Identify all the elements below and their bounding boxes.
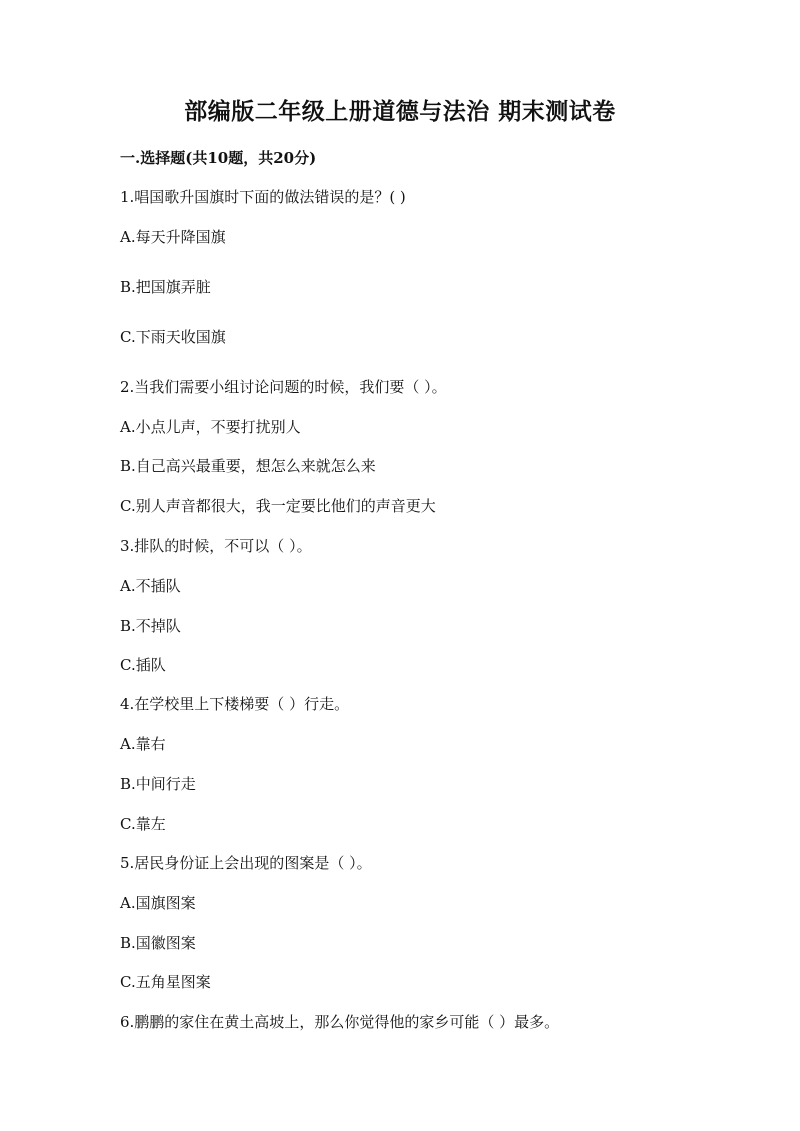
question-3-stem: 3.排队的时候，不可以（ ）。	[120, 537, 312, 555]
question-1-stem: 1.唱国歌升国旗时下面的做法错误的是？( )	[120, 188, 406, 206]
question-3-option-c: C.插队	[120, 656, 166, 674]
question-5-stem: 5.居民身份证上会出现的图案是（ ）。	[120, 854, 372, 872]
question-2-option-a: A.小点儿声，不要打扰别人	[120, 418, 301, 436]
question-1-option-c: C.下雨天收国旗	[120, 328, 226, 346]
question-4-option-a: A.靠右	[120, 735, 166, 753]
question-3-option-b: B.不掉队	[120, 617, 181, 635]
page-title: 部编版二年级上册道德与法治 期末测试卷	[184, 98, 616, 125]
question-5-option-a: A.国旗图案	[120, 894, 196, 912]
question-2-stem: 2.当我们需要小组讨论问题的时候，我们要（ ）。	[120, 378, 447, 396]
question-5-option-c: C.五角星图案	[120, 973, 211, 991]
question-1-option-a: A.每天升降国旗	[120, 228, 226, 246]
question-4-option-c: C.靠左	[120, 815, 166, 833]
question-1-option-b: B.把国旗弄脏	[120, 278, 211, 296]
question-2-option-b: B.自己高兴最重要，想怎么来就怎么来	[120, 457, 376, 475]
question-6-stem: 6.鹏鹏的家住在黄土高坡上，那么你觉得他的家乡可能（ ）最多。	[120, 1013, 560, 1031]
question-4-option-b: B.中间行走	[120, 775, 196, 793]
question-3-option-a: A.不插队	[120, 577, 181, 595]
question-4-stem: 4.在学校里上下楼梯要（ ）行走。	[120, 695, 350, 713]
question-2-option-c: C.别人声音都很大，我一定要比他们的声音更大	[120, 497, 436, 515]
question-5-option-b: B.国徽图案	[120, 934, 196, 952]
section-heading: 一.选择题(共10题，共20分)	[120, 149, 317, 167]
